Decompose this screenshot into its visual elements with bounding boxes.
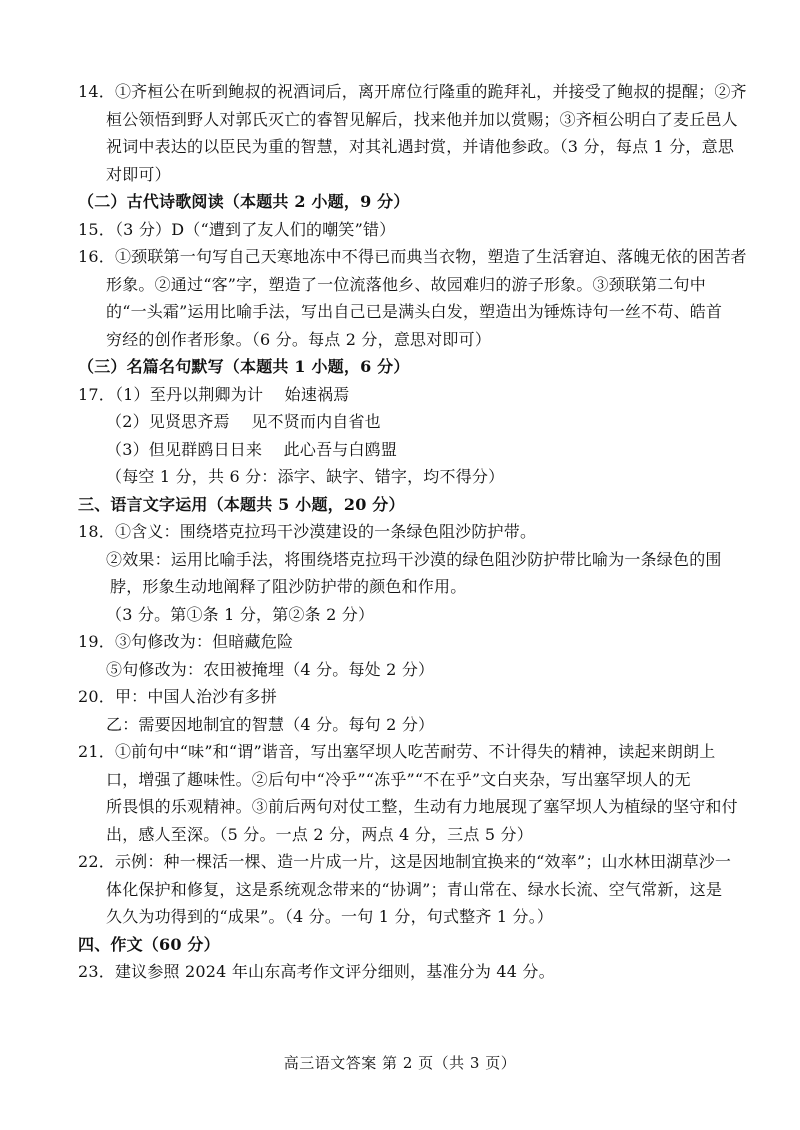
answer-line: 20．甲：中国人治沙有多拼 (78, 687, 277, 706)
section-heading: （三）名篇名句默写（本题共 1 小题，6 分） (78, 357, 410, 376)
answer-key-body (78, 78, 778, 986)
answer-line: （每空 1 分，共 6 分：添字、缺字、错字，均不得分） (106, 467, 505, 486)
answer-line: 17．（1）至丹以荆卿为计 始速祸焉 (78, 384, 350, 404)
answer-line: 乙：需要因地制宜的智慧（4 分。每句 2 分） (106, 714, 435, 734)
answer-line: 久久为功得到的“成果”。（4 分。一句 1 分，句式整齐 1 分。） (106, 907, 554, 926)
answer-line: 祝词中表达的以臣民为重的智慧，对其礼遇封赏，并请他参政。（3 分，每点 1 分，意思 (106, 137, 735, 156)
answer-line: 23．建议参照 2024 年山东高考作文评分细则，基准分为 44 分。 (78, 962, 555, 981)
answer-line: 的“一头霜”运用比喻手法，写出自己已是满头白发，塑造出为锤炼诗句一丝不苟、皓首 (106, 302, 723, 321)
answer-line: 穷经的创作者形象。（6 分。每点 2 分，意思对即可） (106, 329, 492, 349)
answer-line: 口，增强了趣味性。②后句中“冷乎”“冻乎”“不在乎”文白夹杂，写出塞罕坝人的无 (106, 769, 691, 789)
answer-line: 对即可） (106, 164, 171, 184)
page-footer: 高三语文答案 第 2 页（共 3 页） (283, 1054, 517, 1072)
answer-line: 16．①颈联第一句写自己天寒地冻中不得已而典当衣物，塑造了生活窘迫、落魄无依的困苦者 (78, 247, 747, 266)
answer-line: 所畏惧的乐观精神。③前后两句对仗工整，生动有力地展现了塞罕坝人为植绿的坚守和付 (106, 797, 738, 816)
answer-line: 14．①齐桓公在听到鲍叔的祝酒词后，离开席位行隆重的跪拜礼，并接受了鲍叔的提醒；②齐 (78, 82, 747, 101)
answer-line: 22．示例：种一棵活一棵、造一片成一片，这是因地制宜换来的“效率”；山水林田湖草沙一 (78, 852, 732, 871)
section-heading: 四、作文（60 分） (78, 934, 220, 954)
answer-line: 形象。②通过“客”字，塑造了一位流落他乡、故园难归的游子形象。③颈联第二句中 (106, 274, 706, 294)
section-heading: 三、语言文字运用（本题共 5 小题，20 分） (78, 494, 405, 514)
answer-line: 21．①前句中“味”和“谓”谐音，写出塞罕坝人吃苦耐劳、不计得失的精神，读起来朗朗上 (78, 742, 716, 761)
answer-line: 体化保护和修复，这是系统观念带来的“协调”；青山常在、绿水长流、空气常新，这是 (106, 879, 723, 899)
answer-line: 15．（3 分）D（“遭到了友人们的嘲笑”错） (78, 219, 396, 239)
answer-line: 18．①含义：围绕塔克拉玛干沙漠建设的一条绿色阻沙防护带。 (78, 522, 537, 541)
answer-line: 出，感人至深。（5 分。一点 2 分，两点 4 分，三点 5 分） (106, 824, 533, 844)
answer-line: （2）见贤思齐焉 见不贤而内自省也 (106, 412, 381, 431)
answer-line: 19．③句修改为：但暗藏危险 (78, 632, 294, 651)
answer-line: ②效果：运用比喻手法，将围绕塔克拉玛干沙漠的绿色阻沙防护带比喻为一条绿色的围 (106, 549, 722, 569)
section-heading: （二）古代诗歌阅读（本题共 2 小题，9 分） (78, 192, 410, 211)
answer-line: 桓公领悟到野人对郭氏灭亡的睿智见解后，找来他并加以赏赐；③齐桓公明白了麦丘邑人 (106, 109, 738, 129)
answer-line: （3 分。第①条 1 分，第②条 2 分） (106, 604, 375, 624)
answer-line: ⑤句修改为：农田被掩埋（4 分。每处 2 分） (106, 659, 435, 679)
answer-line: （3）但见群鸥日日来 此心吾与白鸥盟 (106, 439, 398, 459)
answer-line: 脖，形象生动地阐释了阻沙防护带的颜色和作用。 (110, 577, 467, 596)
